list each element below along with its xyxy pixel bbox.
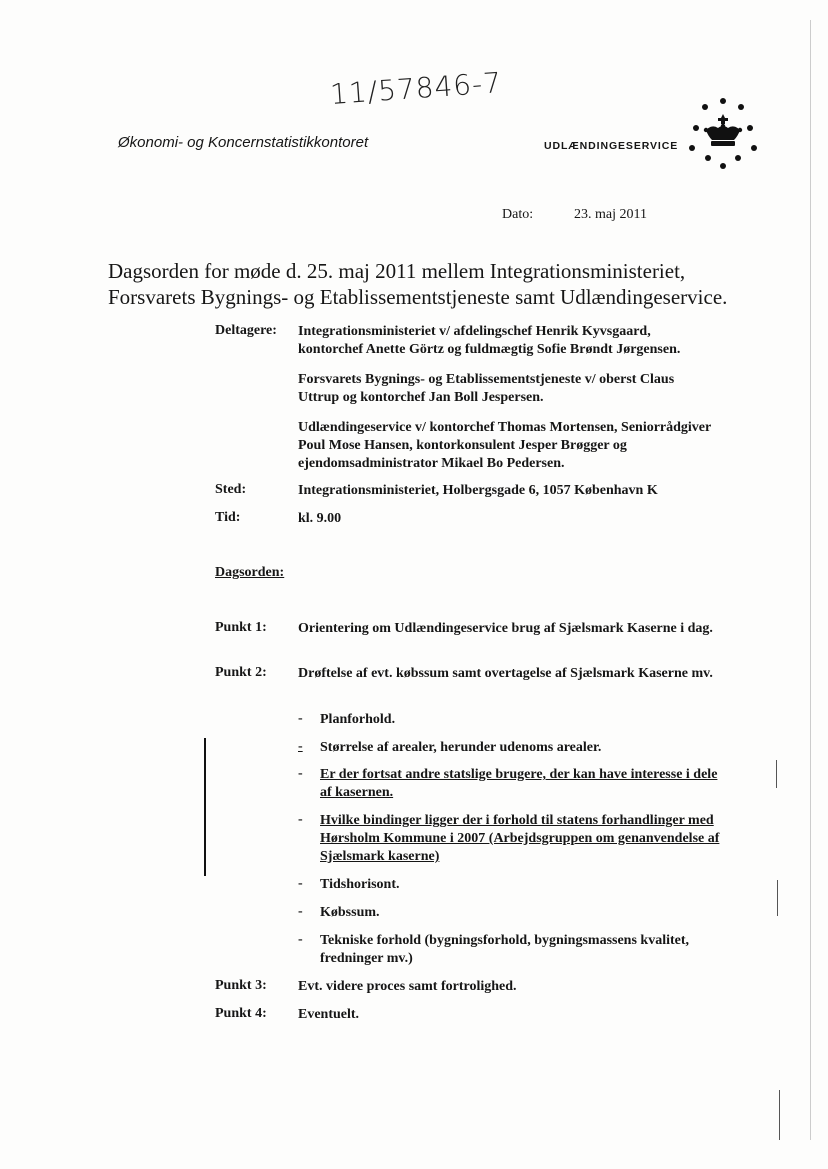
scan-artifact — [776, 760, 777, 788]
subitem-dash: - — [298, 812, 303, 827]
agenda-heading: Dagsorden: — [215, 565, 285, 580]
scan-artifact — [779, 1090, 780, 1140]
handwritten-reference: 11/57846-7 — [329, 66, 504, 111]
office-name: Økonomi- og Koncernstatistikkontoret — [118, 134, 369, 151]
agenda-item-label: Punkt 1: — [215, 620, 267, 635]
subitem-text: Købssum. — [320, 905, 380, 920]
participant-entry: Forsvarets Bygnings- og Etablissementstjeneste v/ oberst Claus Uttrup og kontorchef Jan Boll Jespersen. — [298, 372, 675, 405]
subitem-text: Størrelse af arealer, herunder udenoms arealer. — [320, 740, 602, 755]
subitem-text: Tidshorisont. — [320, 877, 400, 892]
crown-logo-icon — [688, 96, 758, 170]
agenda-item-text: Drøftelse af evt. købssum samt overtagelse af Sjælsmark Kaserne mv. — [298, 666, 713, 681]
scan-edge — [810, 20, 811, 1140]
subitem-text: Hvilke bindinger ligger der i forhold til statens forhandlinger med Hørsholm Kommune i 2007 (Arbejdsgruppen om genanvendelse af Sjælsmark kaserne) — [320, 813, 720, 864]
time-label: Tid: — [215, 510, 241, 525]
margin-mark-line — [204, 738, 206, 876]
subitem-dash: - — [298, 932, 303, 947]
subitem-text: Planforhold. — [320, 712, 396, 727]
document-title: Dagsorden for møde d. 25. maj 2011 mellem Integrationsministeriet, Forsvarets Bygnings- og Etablissementstjeneste samt Udlændingeservice. — [108, 259, 728, 309]
agenda-item-label: Punkt 4: — [215, 1006, 267, 1021]
agenda-item-text: Evt. videre proces samt fortrolighed. — [298, 979, 517, 994]
place-value: Integrationsministeriet, Holbergsgade 6, 1057 København K — [298, 483, 658, 498]
participant-entry: Integrationsministeriet v/ afdelingschef Henrik Kyvsgaard, kontorchef Anette Görtz og fuldmægtig Sofie Brøndt Jørgensen. — [298, 324, 681, 357]
date-label: Dato: — [502, 207, 534, 222]
subitem-dash: - — [298, 876, 303, 891]
date-value: 23. maj 2011 — [574, 207, 647, 222]
place-label: Sted: — [215, 482, 247, 497]
agenda-item-label: Punkt 2: — [215, 665, 267, 680]
time-value: kl. 9.00 — [298, 511, 342, 526]
agency-name: UDLÆNDINGESERVICE — [544, 140, 679, 152]
subitem-dash: - — [298, 739, 303, 754]
subitem-dash: - — [298, 904, 303, 919]
scan-artifact — [777, 880, 778, 916]
subitem-dash: - — [298, 766, 303, 781]
agenda-item-text: Orientering om Udlændingeservice brug af Sjælsmark Kaserne i dag. — [298, 621, 713, 636]
subitem-dash: - — [298, 711, 303, 726]
participants-label: Deltagere: — [215, 323, 277, 338]
agenda-item-label: Punkt 3: — [215, 978, 267, 993]
agenda-item-text: Eventuelt. — [298, 1007, 360, 1022]
participant-entry: Udlændingeservice v/ kontorchef Thomas Mortensen, Seniorrådgiver Poul Mose Hansen, kontorkonsulent Jesper Brøgger og ejendomsadministrator Mikael Bo Pedersen. — [298, 420, 711, 471]
subitem-text: Er der fortsat andre statslige brugere, der kan have interesse i dele af kasernen. — [320, 767, 718, 800]
subitem-text: Tekniske forhold (bygningsforhold, bygningsmassens kvalitet, fredninger mv.) — [320, 933, 690, 966]
